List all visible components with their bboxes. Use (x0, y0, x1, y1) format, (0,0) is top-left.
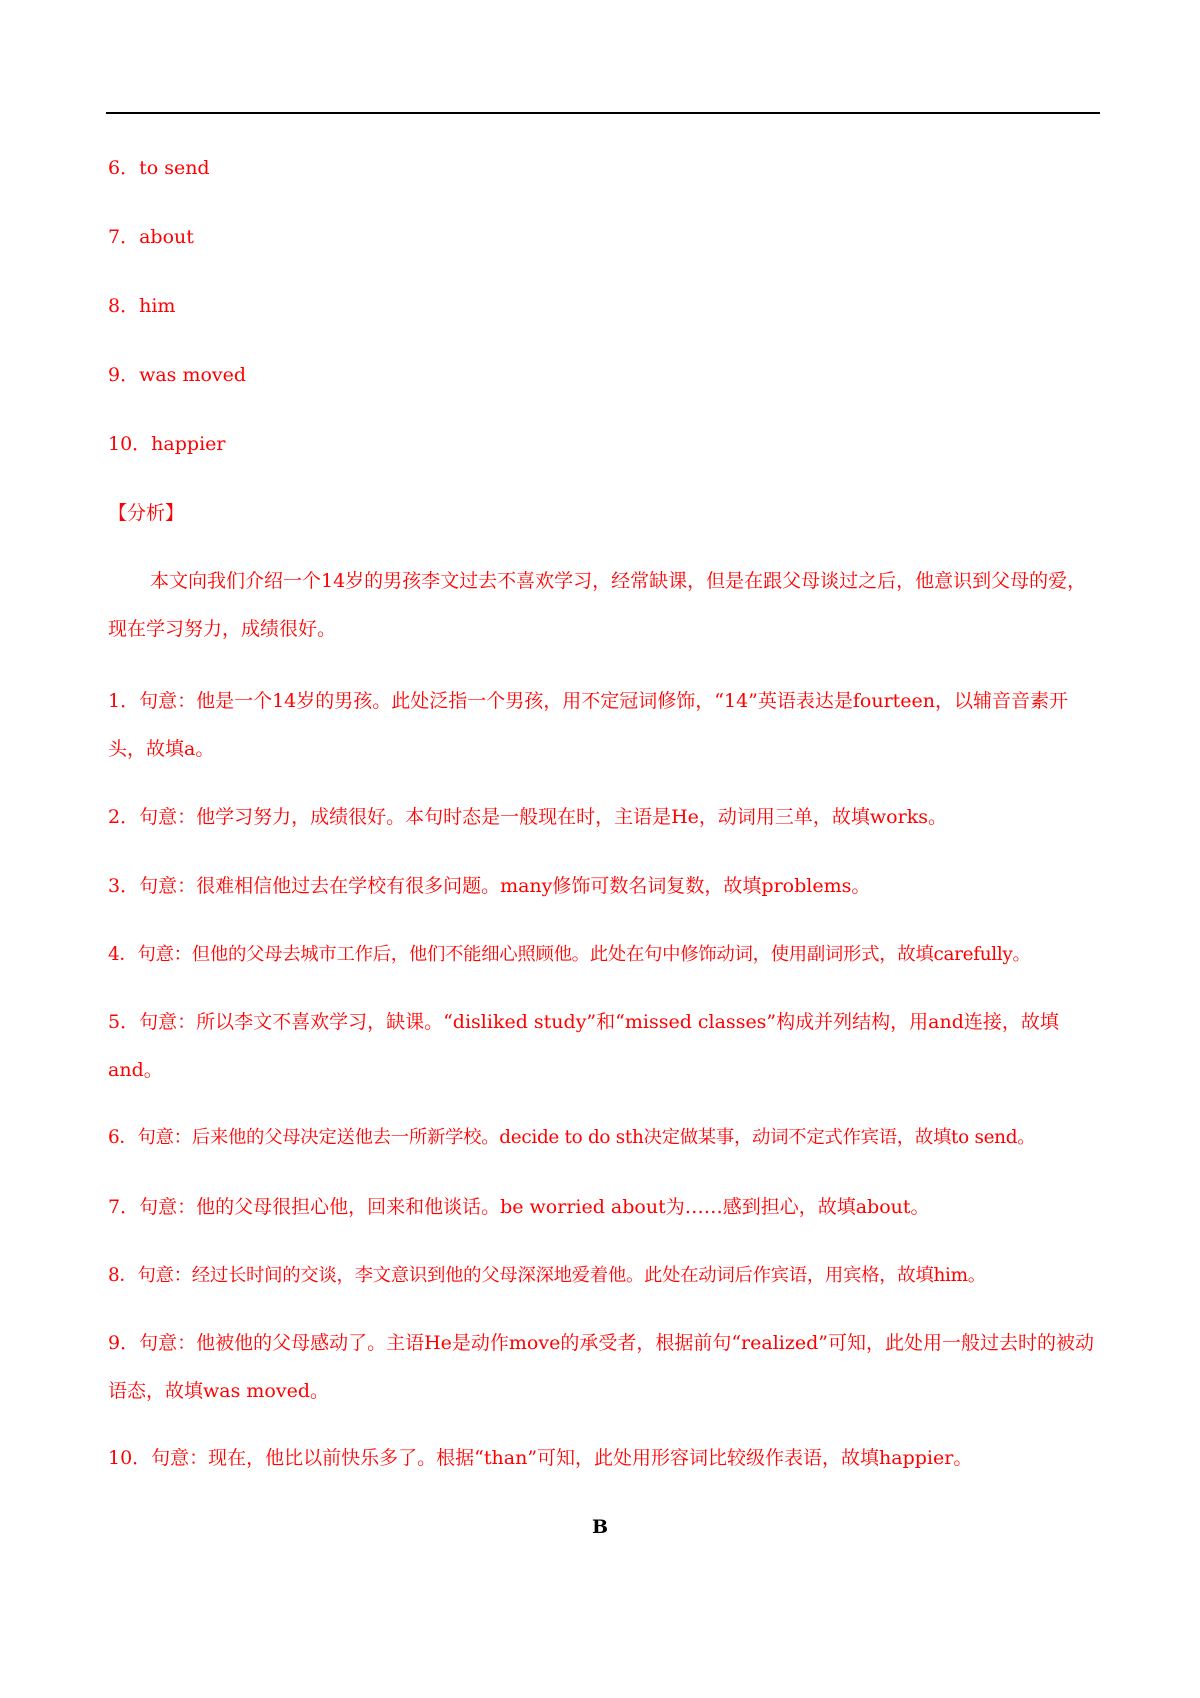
analysis-item-8: 8．句意：经过长时间的交谈，李文意识到他的父母深深地爱着他。此处在动词后作宾语，用宾格，故填him。 (108, 1265, 986, 1286)
analysis-item-2: 2．句意：他学习努力，成绩很好。本句时态是一般现在时，主语是He，动词用三单，故填works。 (108, 806, 947, 828)
analysis-item-10: 10．句意：现在，他比以前快乐多了。根据“than”可知，此处用形容词比较级作表语，故填happier。 (108, 1447, 973, 1469)
analysis-item-9: 9．句意：他被他的父母感动了。主语He是动作move的承受者，根据前句“realized”可知，此处用一般过去时的被动语态，故填was moved。 (108, 1332, 1094, 1402)
analysis-summary: 本文向我们介绍一个14岁的男孩李文过去不喜欢学习，经常缺课，但是在跟父母谈过之后，他意识到父母的爱，现在学习努力，成绩很好。 (108, 570, 1087, 640)
analysis-item-5: 5．句意：所以李文不喜欢学习，缺课。“disliked study”和“missed classes”构成并列结构，用and连接，故填and。 (108, 1011, 1059, 1081)
analysis-item-7: 7．句意：他的父母很担心他，回来和他谈话。be worried about为……感到担心，故填about。 (108, 1196, 930, 1218)
answer-6: 6．to send (108, 157, 210, 179)
section-b-label: B (591, 1516, 609, 1538)
answer-8: 8．him (108, 295, 176, 317)
answer-9: 9．was moved (108, 364, 247, 386)
header-rule (106, 112, 1100, 114)
answer-10: 10．happier (108, 433, 226, 455)
analysis-heading: 【分析】 (108, 502, 185, 524)
analysis-item-6: 6．句意：后来他的父母决定送他去一所新学校。decide to do sth决定做某事，动词不定式作宾语，故填to send。 (108, 1127, 1036, 1148)
analysis-item-1: 1．句意：他是一个14岁的男孩。此处泛指一个男孩，用不定冠词修饰，“14”英语表达是fourteen，以辅音音素开头，故填a。 (108, 690, 1069, 760)
answer-7: 7．about (108, 226, 194, 248)
analysis-item-4: 4．句意：但他的父母去城市工作后，他们不能细心照顾他。此处在句中修饰动词，使用副词形式，故填carefully。 (108, 944, 1031, 965)
analysis-item-3: 3．句意：很难相信他过去在学校有很多问题。many修饰可数名词复数，故填problems。 (108, 875, 871, 897)
